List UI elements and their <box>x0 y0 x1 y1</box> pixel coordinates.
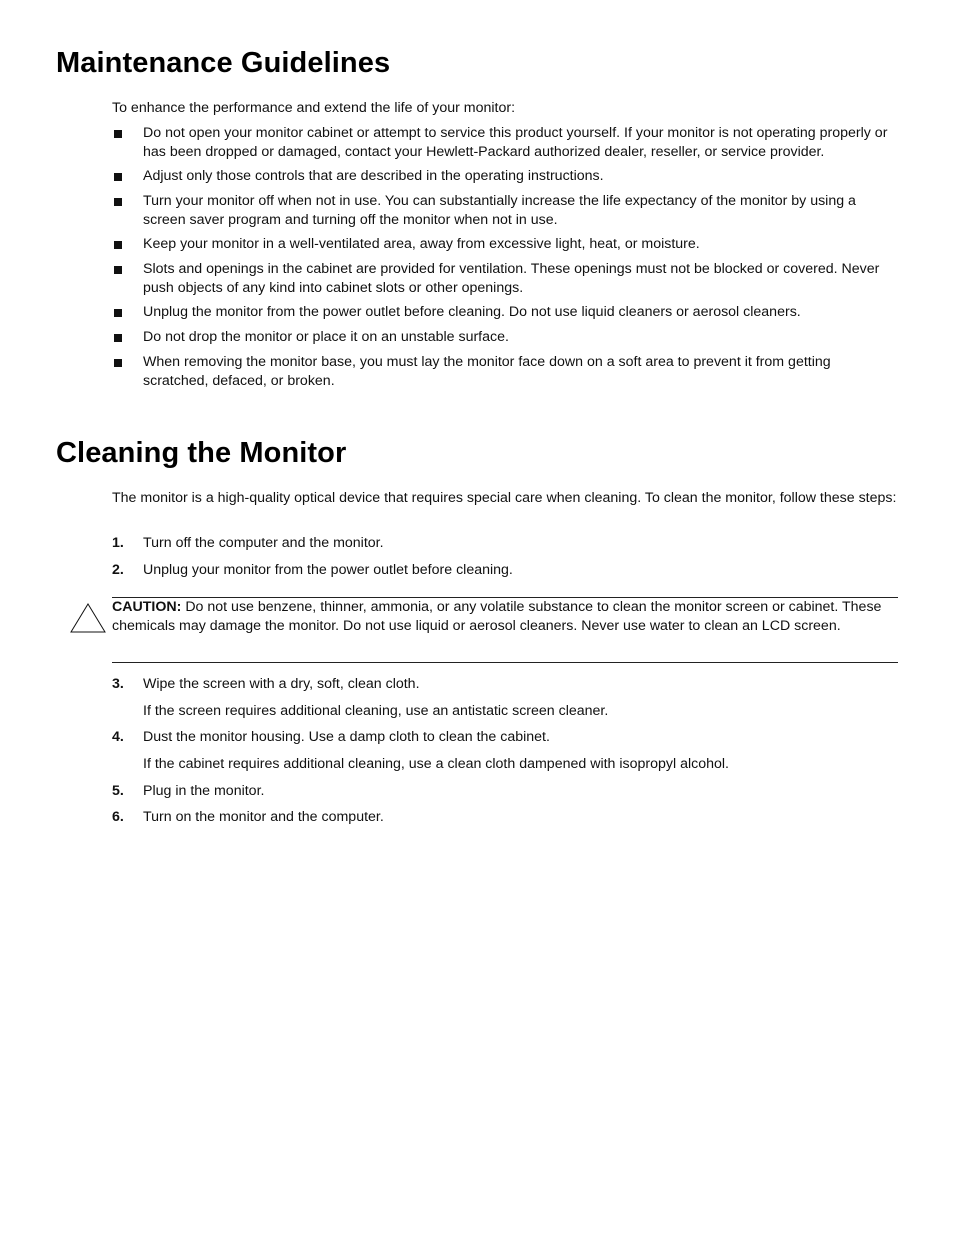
step-number: 3. <box>112 676 124 692</box>
bullet-square-icon <box>114 130 122 138</box>
step-text: Dust the monitor housing. Use a damp cloth to clean the cabinet. <box>143 729 550 746</box>
bullet-item <box>112 192 898 229</box>
caution-text-block <box>112 598 898 636</box>
step-text: Unplug your monitor from the power outlet before cleaning. <box>143 561 513 578</box>
step-item <box>112 808 898 827</box>
step-number: 5. <box>112 782 124 799</box>
bullet-text: When removing the monitor base, you must lay the monitor face down on a soft area to prevent it from getting scratched, defaced, or broken. <box>143 354 831 389</box>
step-item <box>112 782 898 801</box>
bullet-text: Turn your monitor off when not in use. You can substantially increase the life expectancy of the monitor by using a screen saver program and turning off the monitor when not in use. <box>143 193 856 228</box>
caution-label: CAUTION: <box>112 599 182 615</box>
bullet-square-icon <box>114 198 122 206</box>
step-number: 2. <box>112 561 124 578</box>
bullet-item <box>112 353 898 390</box>
step-text: Wipe the screen with a dry, soft, clean cloth. <box>143 676 420 692</box>
caution-note <box>68 597 898 663</box>
bullet-item <box>112 235 898 254</box>
bullet-item <box>112 167 898 186</box>
step-text: Plug in the monitor. <box>143 782 265 799</box>
step-subtext: If the screen requires additional cleaning, use an antistatic screen cleaner. <box>143 702 609 719</box>
bullet-square-icon <box>114 334 122 342</box>
step-text: Turn on the monitor and the computer. <box>143 809 384 826</box>
step-number: 1. <box>112 535 124 551</box>
bullet-item <box>112 124 898 161</box>
bullet-text: Adjust only those controls that are described in the operating instructions. <box>143 168 604 185</box>
bullet-item <box>112 260 898 297</box>
step-item <box>112 675 898 720</box>
step-item <box>112 561 898 580</box>
maintenance-bullet-list <box>112 124 898 396</box>
bullet-square-icon <box>114 173 122 181</box>
step-number: 6. <box>112 809 124 826</box>
bullet-square-icon <box>114 359 122 367</box>
bullet-text: Slots and openings in the cabinet are provided for ventilation. These openings must not be blocked or covered. Never push objects of any kind into cabinet slots or other openings. <box>143 261 880 296</box>
warning-triangle-icon <box>70 603 106 633</box>
caution-text: Do not use benzene, thinner, ammonia, or any volatile substance to clean the monitor screen or cabinet. These chemicals may damage the monitor. Do not use liquid or aerosol cleaners. Never use water to clean an LCD screen. <box>112 599 882 634</box>
bullet-text: Do not open your monitor cabinet or attempt to service this product yourself. If your monitor is not operating properly or has been dropped or damaged, contact your Hewlett-Packard authorized dealer, reseller, or service provider. <box>143 125 888 160</box>
maintenance-heading: Maintenance Guidelines <box>56 47 391 79</box>
cleaning-heading: Cleaning the Monitor <box>56 437 347 469</box>
bullet-item <box>112 303 898 322</box>
bullet-item <box>112 328 898 347</box>
maintenance-intro: To enhance the performance and extend the life of your monitor: <box>112 100 516 116</box>
step-subtext: If the cabinet requires additional cleaning, use a clean cloth dampened with isopropyl alcohol. <box>143 755 729 772</box>
bullet-square-icon <box>114 266 122 274</box>
caution-bottom-rule <box>112 662 898 663</box>
cleaning-steps-list <box>112 534 898 588</box>
step-text: Turn off the computer and the monitor. <box>143 535 384 551</box>
cleaning-intro: The monitor is a high-quality optical device that requires special care when cleaning. To clean the monitor, follow these steps: <box>112 490 897 506</box>
bullet-text: Do not drop the monitor or place it on an unstable surface. <box>143 329 509 346</box>
step-item <box>112 534 898 553</box>
step-item <box>112 728 898 773</box>
step-number: 4. <box>112 729 124 746</box>
bullet-text: Unplug the monitor from the power outlet before cleaning. Do not use liquid cleaners or aerosol cleaners. <box>143 304 801 321</box>
bullet-text: Keep your monitor in a well-ventilated area, away from excessive light, heat, or moisture. <box>143 236 700 253</box>
bullet-square-icon <box>114 241 122 249</box>
cleaning-steps-list-continued <box>112 675 898 835</box>
bullet-square-icon <box>114 309 122 317</box>
